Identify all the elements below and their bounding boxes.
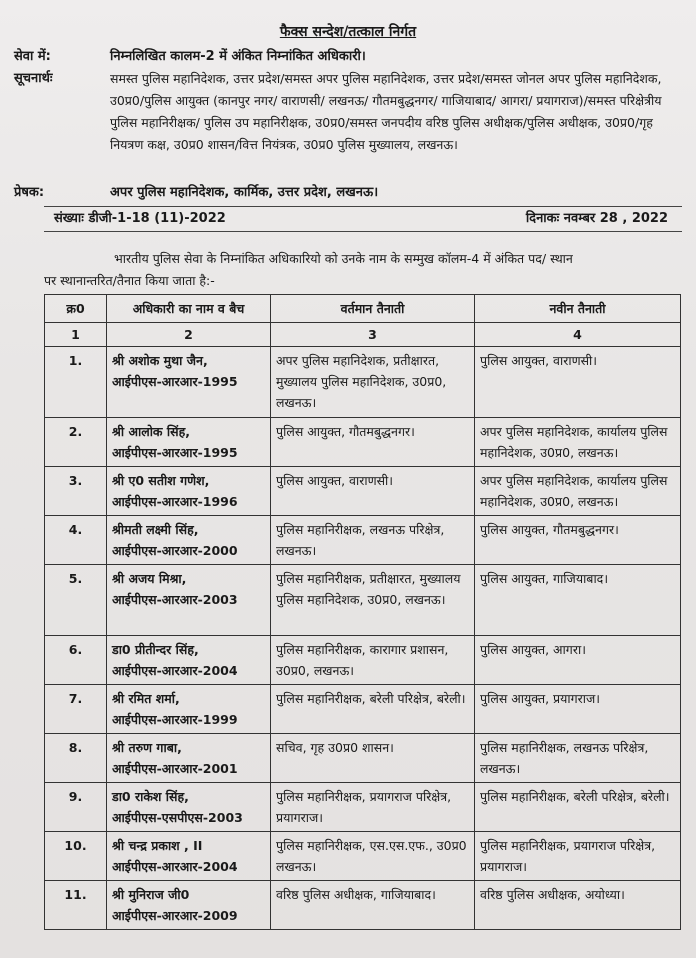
officer-batch: आईपीएस-आरआर-1996 <box>112 494 238 509</box>
new-posting-cell: पुलिस महानिरीक्षक, प्रयागराज परिक्षेत्र, प्रयागराज। <box>475 832 681 881</box>
table-row <box>45 418 681 467</box>
current-posting-cell: वरिष्ठ पुलिस अधीक्षक, गाजियाबाद। <box>271 881 475 930</box>
officer-cell <box>107 565 271 636</box>
new-posting-cell: पुलिस आयुक्त, प्रयागराज। <box>475 685 681 734</box>
officer-name: श्री ए0 सतीश गणेश, <box>112 473 210 488</box>
current-posting-cell: पुलिस महानिरीक्षक, कारागार प्रशासन, उ0प्र0, लखनऊ। <box>271 636 475 685</box>
header-current-posting: वर्तमान तैनाती <box>271 295 475 323</box>
reference-bar <box>44 206 682 232</box>
table-row <box>45 636 681 685</box>
document-title <box>0 22 696 41</box>
header-new-posting: नवीन तैनाती <box>475 295 681 323</box>
information-value: समस्त पुलिस महानिदेशक, उत्तर प्रदेश/समस्त अपर पुलिस महानिदेशक, उत्तर प्रदेश/समस्त जोनल अपर पुलिस महानिदेशक, उ0प्र0/पुलिस आयुक्त (कानपुर नगर/ वाराणसी/ लखनऊ/ गौतमबुद्धनगर/ गाजियाबाद/ आगरा/ प्रयागराज)/समस्त परिक्षेत्रीय पुलिस महानिरीक्षक/ पुलिस उप महानिरीक्षक, उ0प्र0/समस्त जनपदीय वरिष्ठ पुलिस अधीक्षक/पुलिस अधीक्षक, उ0प्र0/गृह नियत्रण कक्ष, उ0प्र0 शासन/वित्त नियंत्रक, उ0प्र0 पुलिस मुख्यालय, लखनऊ। <box>110 71 662 152</box>
col-number-1: 1 <box>45 323 107 347</box>
reference-number: संख्याः डीजी-1-18 (11)-2022 <box>54 211 226 226</box>
officer-batch: आईपीएस-आरआर-2001 <box>112 761 238 776</box>
officer-batch: आईपीएस-आरआर-2009 <box>112 908 238 923</box>
serial-cell: 7. <box>45 685 107 734</box>
officer-cell <box>107 516 271 565</box>
current-posting-cell: अपर पुलिस महानिदेशक, प्रतीक्षारत, मुख्यालय पुलिस महानिदेशक, उ0प्र0, लखनऊ। <box>271 347 475 418</box>
col-number-2: 2 <box>107 323 271 347</box>
officer-batch: आईपीएस-आरआर-2004 <box>112 663 238 678</box>
table-row <box>45 783 681 832</box>
officer-batch: आईपीएस-एसपीएस-2003 <box>112 810 243 825</box>
header-serial: क्र0 <box>45 295 107 323</box>
sender-value: अपर पुलिस महानिदेशक, कार्मिक, उत्तर प्रदेश, लखनऊ। <box>110 185 379 200</box>
new-posting-cell: पुलिस आयुक्त, आगरा। <box>475 636 681 685</box>
addressee-value: निम्नलिखित कालम-2 में अंकित निम्नांकित अधिकारी। <box>110 49 366 64</box>
serial-cell: 8. <box>45 734 107 783</box>
information-key: सूचनार्थः <box>14 71 53 86</box>
new-posting-cell: पुलिस महानिरीक्षक, बरेली परिक्षेत्र, बरेली। <box>475 783 681 832</box>
table-row <box>45 347 681 418</box>
serial-cell: 10. <box>45 832 107 881</box>
officer-name: श्रीमती लक्ष्मी सिंह, <box>112 522 199 537</box>
new-posting-cell: वरिष्ठ पुलिस अधीक्षक, अयोध्या। <box>475 881 681 930</box>
officer-cell <box>107 418 271 467</box>
new-posting-cell: पुलिस महानिरीक्षक, लखनऊ परिक्षेत्र, लखनऊ। <box>475 734 681 783</box>
table-row <box>45 734 681 783</box>
intro-line-1: भारतीय पुलिस सेवा के निम्नांकित अधिकारियो को उनके नाम के सम्मुख कॉलम-4 में अंकित पद/ स्थान <box>114 251 573 266</box>
sender-key: प्रेषक: <box>14 185 45 200</box>
officer-batch: आईपीएस-आरआर-1995 <box>112 374 238 389</box>
officer-name: श्री रमित शर्मा, <box>112 691 180 706</box>
current-posting-cell: पुलिस महानिरीक्षक, बरेली परिक्षेत्र, बरेली। <box>271 685 475 734</box>
table-row <box>45 565 681 636</box>
officer-name: डा0 प्रीतीन्दर सिंह, <box>112 642 199 657</box>
current-posting-cell: पुलिस आयुक्त, गौतमबुद्धनगर। <box>271 418 475 467</box>
serial-cell: 6. <box>45 636 107 685</box>
new-posting-cell: पुलिस आयुक्त, वाराणसी। <box>475 347 681 418</box>
officer-batch: आईपीएस-आरआर-2000 <box>112 543 238 558</box>
officer-cell <box>107 347 271 418</box>
current-posting-cell: पुलिस आयुक्त, वाराणसी। <box>271 467 475 516</box>
officer-batch: आईपीएस-आरआर-2004 <box>112 859 238 874</box>
officer-name: डा0 राकेश सिंह, <box>112 789 189 804</box>
officer-batch: आईपीएस-आरआर-1995 <box>112 445 238 460</box>
new-posting-cell: अपर पुलिस महानिदेशक, कार्यालय पुलिस महानिदेशक, उ0प्र0, लखनऊ। <box>475 418 681 467</box>
new-posting-cell: पुलिस आयुक्त, गौतमबुद्धनगर। <box>475 516 681 565</box>
column-number-row <box>45 323 681 347</box>
officer-cell <box>107 734 271 783</box>
fax-title-text: फैक्स सन्देश/तत्काल निर्गत <box>279 24 417 40</box>
officer-cell <box>107 783 271 832</box>
new-posting-cell: अपर पुलिस महानिदेशक, कार्यालय पुलिस महानिदेशक, उ0प्र0, लखनऊ। <box>475 467 681 516</box>
officer-cell <box>107 685 271 734</box>
reference-date: दिनाकः नवम्बर 28 , 2022 <box>525 211 668 226</box>
table-header-row <box>45 295 681 323</box>
officer-batch: आईपीएस-आरआर-1999 <box>112 712 238 727</box>
table-row <box>45 685 681 734</box>
officer-cell <box>107 832 271 881</box>
serial-cell: 9. <box>45 783 107 832</box>
serial-cell: 11. <box>45 881 107 930</box>
serial-cell: 4. <box>45 516 107 565</box>
officer-name: श्री चन्द्र प्रकाश , II <box>112 838 203 853</box>
officer-batch: आईपीएस-आरआर-2003 <box>112 592 238 607</box>
officer-name: श्री आलोक सिंह, <box>112 424 190 439</box>
col-number-4: 4 <box>475 323 681 347</box>
officer-name: श्री अशोक मुथा जैन, <box>112 353 208 368</box>
officer-cell <box>107 881 271 930</box>
table-row <box>45 832 681 881</box>
current-posting-cell: पुलिस महानिरीक्षक, प्रयागराज परिक्षेत्र, प्रयागराज। <box>271 783 475 832</box>
new-posting-cell: पुलिस आयुक्त, गाजियाबाद। <box>475 565 681 636</box>
officer-name: श्री अजय मिश्रा, <box>112 571 187 586</box>
header-officer-name: अधिकारी का नाम व बैच <box>107 295 271 323</box>
current-posting-cell: पुलिस महानिरीक्षक, लखनऊ परिक्षेत्र, लखनऊ। <box>271 516 475 565</box>
officer-name: श्री तरुण गाबा, <box>112 740 182 755</box>
col-number-3: 3 <box>271 323 475 347</box>
current-posting-cell: सचिव, गृह उ0प्र0 शासन। <box>271 734 475 783</box>
serial-cell: 2. <box>45 418 107 467</box>
table-row <box>45 881 681 930</box>
serial-cell: 3. <box>45 467 107 516</box>
current-posting-cell: पुलिस महानिरीक्षक, एस.एस.एफ., उ0प्र0 लखनऊ। <box>271 832 475 881</box>
officer-cell <box>107 636 271 685</box>
officer-name: श्री मुनिराज जी0 <box>112 887 190 902</box>
current-posting-cell: पुलिस महानिरीक्षक, प्रतीक्षारत, मुख्यालय पुलिस महानिदेशक, उ0प्र0, लखनऊ। <box>271 565 475 636</box>
transfer-table <box>44 294 681 930</box>
table-row <box>45 516 681 565</box>
officer-cell <box>107 467 271 516</box>
serial-cell: 5. <box>45 565 107 636</box>
addressee-key: सेवा में: <box>14 49 51 64</box>
table-row <box>45 467 681 516</box>
intro-line-2: पर स्थानान्तरित/तैनात किया जाता है:- <box>44 273 215 288</box>
intro-paragraph <box>44 248 682 292</box>
serial-cell: 1. <box>45 347 107 418</box>
